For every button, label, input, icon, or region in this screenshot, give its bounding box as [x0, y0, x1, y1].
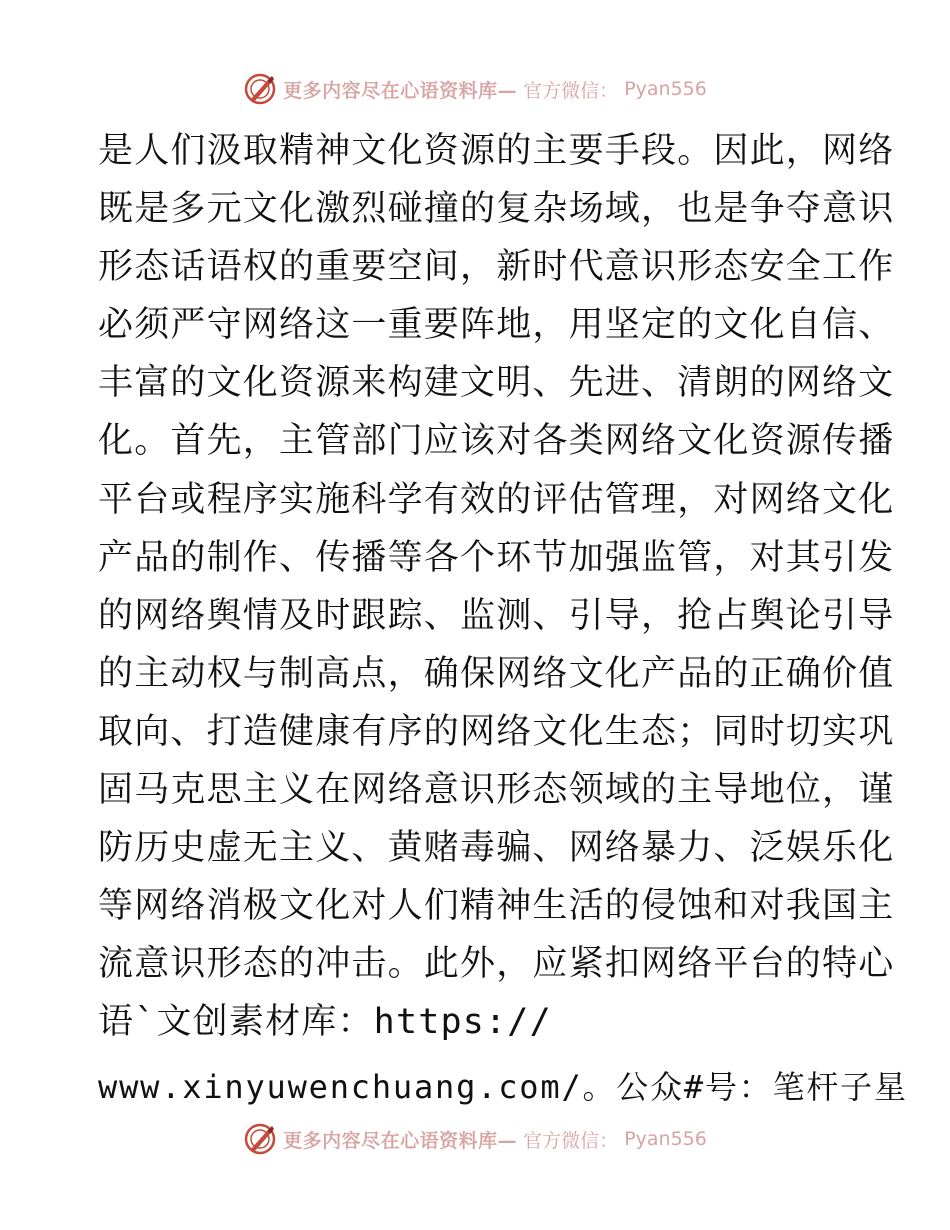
text-line-url-end: www.xinyuwenchuang.com/。公众#号：笔杆子星	[98, 1067, 908, 1106]
header-wechat-label: 官方微信：	[523, 79, 619, 102]
pen-logo-icon	[243, 72, 277, 106]
text-line: 必须严守网络这一重要阵地，用坚定的文化自信、	[98, 305, 895, 346]
text-line: 固马克思主义在网络意识形态领域的主导地位，谨	[98, 770, 895, 811]
text-line: 丰富的文化资源来构建文明、先进、清朗的网络文	[98, 363, 895, 404]
document-body	[98, 122, 908, 1116]
header-banner	[0, 72, 950, 106]
text-line: 平台或程序实施科学有效的评估管理，对网络文化	[98, 479, 895, 520]
text-line: 的主动权与制高点，确保网络文化产品的正确价值	[98, 653, 895, 694]
footer-banner	[0, 1122, 950, 1156]
text-line: 形态话语权的重要空间，新时代意识形态安全工作	[98, 247, 895, 288]
header-banner-text: 更多内容尽在心语资料库—	[283, 79, 518, 102]
text-line: 产品的制作、传播等各个环节加强监管，对其引发	[98, 537, 895, 578]
text-line: 取向、打造健康有序的网络文化生态；同时切实巩	[98, 711, 895, 752]
text-line: 是人们汲取精神文化资源的主要手段。因此，网络	[98, 131, 895, 171]
footer-wechat-label: 官方微信：	[523, 1129, 619, 1152]
text-line: 流意识形态的冲击。此外，应紧扣网络平台的特心	[98, 944, 895, 985]
text-line: 等网络消极文化对人们精神生活的侵蚀和对我国主	[98, 886, 895, 927]
footer-wechat-id: Pyan556	[624, 1128, 707, 1150]
text-line: 既是多元文化激烈碰撞的复杂场域，也是争夺意识	[98, 189, 895, 230]
text-line-url-start: 语`文创素材库：https://	[98, 1002, 552, 1043]
header-wechat-id: Pyan556	[624, 78, 707, 100]
text-line: 化。首先，主管部门应该对各类网络文化资源传播	[98, 421, 895, 462]
text-line: 防历史虚无主义、黄赌毒骗、网络暴力、泛娱乐化	[98, 828, 895, 869]
pen-logo-icon	[243, 1122, 277, 1156]
text-line: 的网络舆情及时跟踪、监测、引导，抢占舆论引导	[98, 595, 895, 636]
footer-banner-text: 更多内容尽在心语资料库—	[283, 1129, 518, 1152]
